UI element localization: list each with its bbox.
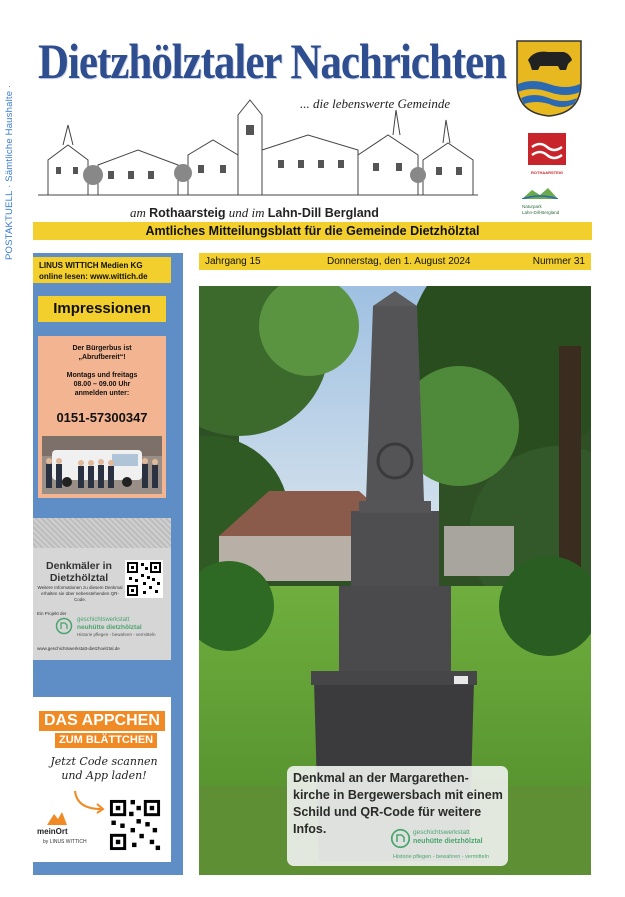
app-hand-line-1: Jetzt Code scannen (50, 755, 158, 768)
naturpark-label-1: Naturpark (522, 204, 542, 209)
issue-number: Nummer 31 (532, 256, 585, 267)
caption-gw-line-3: Historie pflegen - bewahren - vermitteln (393, 854, 489, 860)
bus-line-3: Montags und freitags (66, 372, 138, 379)
rothaarsteig-logo (528, 133, 566, 175)
publisher-online: online lesen: www.wittich.de (39, 272, 148, 281)
buergerbus-box (38, 336, 166, 498)
photo-caption-text: Denkmal an der Margarethen-kirche in Bergewersbach mit einem Schild und QR-Code für weitere Infos. (293, 771, 503, 836)
denkmal-title: Denkmäler in Dietzhölztal (46, 560, 112, 584)
village-sketch (38, 95, 478, 200)
denkmal-url[interactable]: www.geschichtswerkstatt-dietzhoelztal.de (37, 646, 120, 651)
side-label: POSTAKTUELL · Sämtliche Haushalte · (4, 84, 15, 260)
naturpark-label-2: Lahn-Dill-Bergland (522, 210, 560, 215)
bus-line-5: anmelden unter: (74, 390, 130, 397)
app-title-2: ZUM BLÄTTCHEN (55, 733, 157, 748)
meinort-label: meinOrt (37, 827, 68, 836)
impressionen-heading: Impressionen (38, 296, 166, 322)
geschichtswerkstatt-icon (55, 617, 73, 635)
denkmal-qr-code-icon[interactable] (125, 560, 163, 598)
bus-group-photo (42, 436, 162, 494)
caption-geschichtswerkstatt-icon (390, 828, 411, 849)
masthead-subtitle: ... die lebenswerte Gemeinde (300, 96, 451, 111)
bus-phone: 0151-57300347 (56, 410, 148, 425)
app-hand-line-2: und App laden! (61, 769, 147, 782)
denkmal-subtext: Weitere Informationen zu diesem Denkmal erhalten sie über nebenstehenden QR-Code. (37, 585, 123, 602)
masthead-title: Dietzhölztaler Nachrichten (38, 33, 506, 89)
naturpark-icon (522, 187, 558, 199)
meinort-by: by LINUS WITTICH (43, 839, 87, 845)
bus-line-4: 08.00 – 09.00 Uhr (73, 381, 131, 388)
arrow-icon (71, 789, 111, 815)
rothaarsteig-label: ROTHAARSTEIG (531, 170, 563, 175)
denkmal-gw-line-3: Historie pflegen - bewahren - vermitteln (77, 632, 156, 637)
meinort-logo-icon (47, 809, 67, 825)
photo-caption (287, 766, 508, 866)
app-promo-box (33, 697, 171, 862)
app-handwritten (37, 755, 171, 783)
publisher-box (33, 257, 171, 283)
issue-date: Donnerstag, den 1. August 2024 (327, 256, 471, 267)
caption-gw-line-1: geschichtswerkstatt (413, 829, 470, 836)
masthead-tagline: am Rothaarsteig und im Lahn-Dill Bergland (130, 205, 379, 220)
denkmal-stone-texture (33, 518, 171, 548)
bus-line-2: „Abrufbereit“! (78, 354, 126, 361)
naturpark-logo (522, 186, 574, 216)
issue-jahrgang: Jahrgang 15 (205, 256, 261, 267)
denkmal-box (33, 518, 171, 660)
denkmal-gw-line-1: geschichtswerkstatt (77, 617, 130, 623)
rothaarsteig-icon (528, 133, 566, 165)
issue-info-bar (199, 253, 591, 270)
denkmal-gw-line-2: neuhütte dietzhölztal (77, 624, 142, 631)
caption-gw-line-2: neuhütte dietzhölztal (413, 838, 483, 845)
app-title-1: DAS APPCHEN (39, 711, 165, 731)
masthead-bar: Amtliches Mitteilungsblatt für die Gemeinde Dietzhölztal (33, 222, 592, 240)
denkmal-project-label: Ein Projekt der (37, 611, 67, 616)
app-qr-code-icon[interactable] (107, 797, 163, 853)
bus-line-1: Der Bürgerbus ist (72, 345, 132, 352)
municipal-crest-icon (514, 38, 584, 118)
publisher-name: LINUS WITTICH Medien KG (39, 261, 143, 270)
